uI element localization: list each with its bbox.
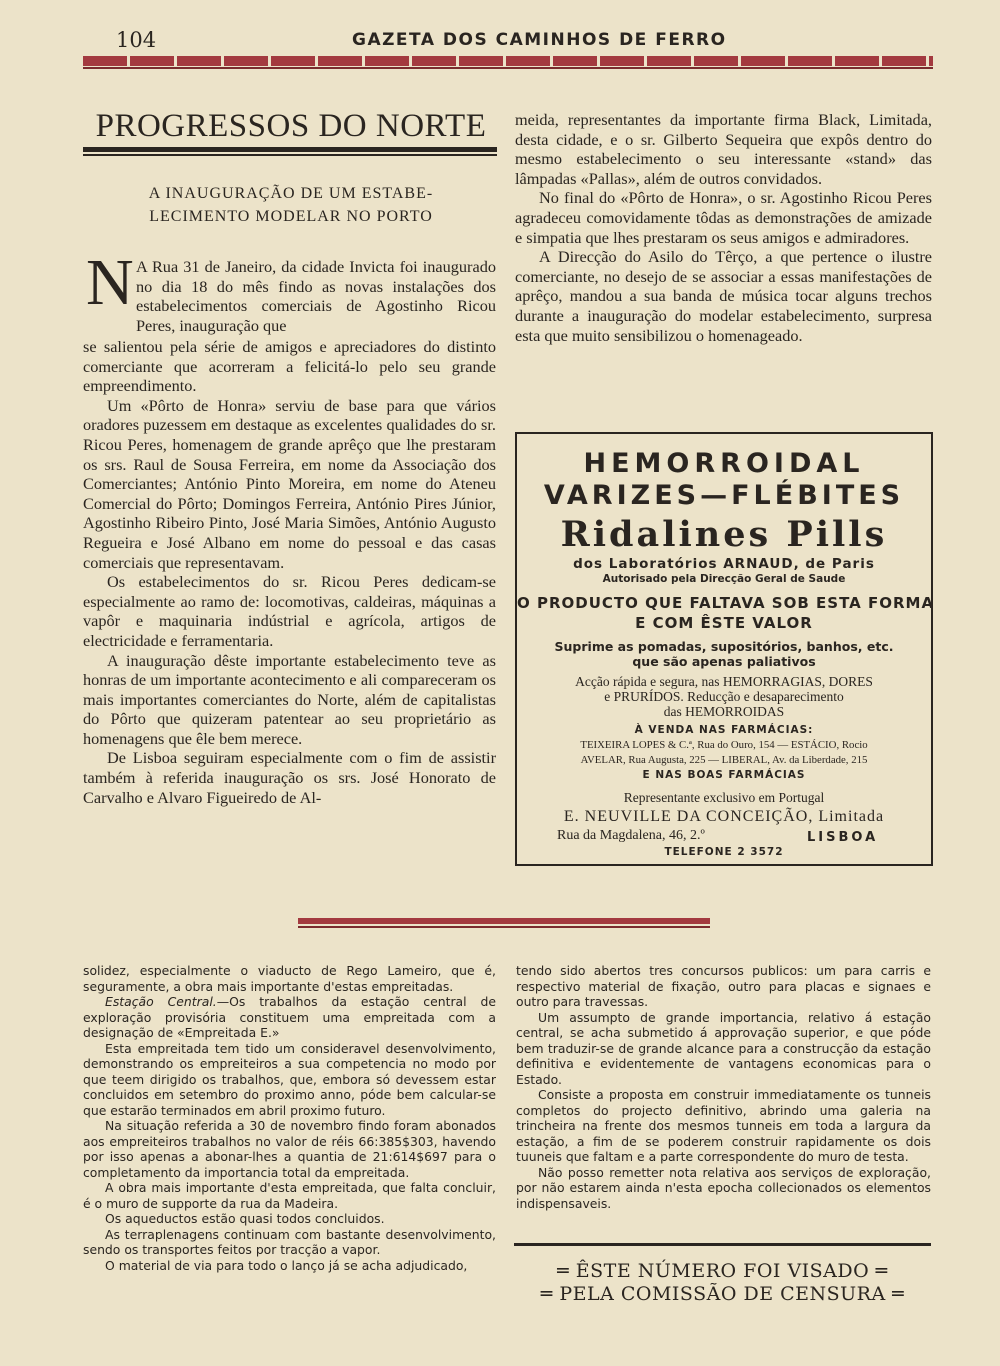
header-rule [83,56,933,66]
article-paragraph-1-start [136,257,496,335]
article-title: PROGRESSOS DO NORTE [95,108,487,144]
drop-cap: N [86,246,134,319]
ad-representative: Representante exclusivo em Portugal [623,790,825,805]
title-rule [83,147,497,152]
ad-phone: TELEFONE 2 3572 [664,846,784,858]
paragraph: Não posso remetter nota relativa aos serviços de exploração, por não estarem ainda n'esta epocha collecionados os elementos indispensaveis. [516,1164,931,1211]
article-right-column [515,110,932,345]
section-rule [298,918,710,924]
paragraph: Os estabelecimentos do sr. Ricou Peres dedicam-se especialmente ao ramo de: locomotivas, caldeiras, máquinas a vapôr e maquinaria indústrial e agrícola, artigos de electricidade e ferramentaria. [83,572,496,650]
report-right-column [516,963,931,1211]
notice-line-1: ═ ÊSTE NÚMERO FOI VISADO ═ [557,1260,888,1282]
report-left-column [83,963,496,1273]
section-rule-thin [298,926,710,928]
paragraph: A Direcção do Asilo do Têrço, a que pertence o ilustre comerciante, no desejo de se associar a essas manifestações de aprêço, mandou a sua banda de música tocar alguns trechos durante a inauguração do modelar estabelecimento, surpresa esta que muito sensibilizou o homenageado. [515,247,932,345]
paragraph: tendo sido abertos tres concursos publicos: um para carris e respectivo material de fixação, outro para placas e signaes e outro para travessas. [516,963,931,1009]
ad-city: LISBOA [807,830,879,845]
ad-suprime-2: que são apenas paliativos [632,654,816,669]
paragraph: De Lisboa seguiram especialmente com o fim de assistir também à referida inauguração os srs. José Honorato de Carvalho e Alvaro Figueiredo de Al- [83,748,496,807]
paragraph: solidez, especialmente o viaducto de Rego Lameiro, que é, seguramente, a obra mais importante d'estas empreitadas. [83,963,496,994]
subtitle-line-1: A INAUGURAÇÃO DE UM ESTABE- [148,185,434,202]
ad-sale-heading: À VENDA NAS FARMÁCIAS: [634,724,814,736]
paragraph: A obra mais importante d'esta empreitada, que falta concluir, é o muro de supporte da rua da Madeira. [83,1180,496,1211]
ad-action-3: das HEMORROIDAS [663,704,785,719]
paragraph: Estação Central.—Os trabalhos da estação central de exploração provisória constituem uma empreitada com a designação de «Empreitada E.» [83,994,496,1040]
ad-action-1: Acção rápida e segura, nas HEMORRAGIAS, DORES [575,674,873,689]
notice-rule [514,1243,931,1246]
ad-action-2: e PRURÍDOS. Reducção e desaparecimento [604,689,844,704]
paragraph: A inauguração dêste importante estabelecimento teve as honras de um importante acontecimento e ali compareceram os mais importantes comerciantes do Norte, além de capitalistas do Pôrto que quizeram patentear ao seu proprietário as homenagens que êle bem merece. [83,650,496,748]
ad-shops-1: TEIXEIRA LOPES & C.ª, Rua do Ouro, 154 — ESTÁCIO, Rocio [580,739,868,751]
ad-headline-1: HEMORROIDAL [583,448,865,479]
journal-title: GAZETA DOS CAMINHOS DE FERRO [352,30,727,50]
paragraph: O material de via para todo o lanço já se acha adjudicado, [105,1257,468,1273]
censorship-notice [514,1260,931,1306]
title-rule-thin [83,154,497,156]
dash-ornament: ═ [869,1260,888,1282]
page-number: 104 [116,28,157,52]
paragraph: Os aqueductos estão quasi todos concluidos. [105,1211,385,1226]
paragraph: Na situação referida a 30 de novembro findo foram abonados aos empreiteiros trabalhos no valor de réis 66:385$303, havendo por isso apenas a abonar-lhes a quantia de 21:614$697 para o completamento da importancia total da empreitada. [83,1118,496,1180]
ad-lab: dos Laboratórios ARNAUD, de Paris [573,556,875,572]
ad-company: E. NEUVILLE DA CONCEIÇÃO, Limitada [563,808,885,825]
advertisement-box [515,432,933,866]
paragraph: meida, representantes da importante firma Black, Limitada, desta cidade, e o sr. Gilberto Sequeira que expôs dentro do mesmo estabelecimento o seu interessante «stand» das lâmpadas «Pallas», além de outros convidados. [515,110,932,188]
dash-ornament: ═ [557,1260,576,1282]
paragraph: Um assumpto de grande importancia, relativo á estação central, se acha submetido á approvação superior, e que póde bem traduzir-se de grande alcance para a construcção da estação definitiva e evidentemente de vantagens economicas para o Estado. [516,1009,931,1087]
paragraph: se salientou pela série de amigos e apreciadores do distinto comerciante que acorreram a felicitá-lo pelo seu grande empreendimento. [83,337,496,396]
paragraph: Consiste a proposta em construir immediatamente os tunneis completos do projecto definitivo, abrindo uma galeria na trincheira na frente dos mesmos tunneis em toda a largura da estação, a fim de se poderem construir rapidamente os dois tuuneis que faltam e a parte correspondente do muro de testa. [516,1087,931,1164]
dash-ornament: ═ [885,1283,905,1305]
header-rule-thin [83,67,933,69]
ad-shops-3: E NAS BOAS FARMÁCIAS [642,769,806,781]
ad-brand: Ridalines Pills [560,514,888,555]
ad-suprime-1: Suprime as pomadas, supositórios, banhos, etc. [554,639,894,654]
dash-ornament: ═ [540,1283,560,1305]
paragraph: No final do «Pôrto de Honra», o sr. Agostinho Ricou Peres agradeceu comovidamente tôdas as demonstrações de amizade e simpatia que lhes prestaram os seus amigos e admiradores. [515,188,932,247]
section-label: Estação Central. [105,994,217,1009]
article-left-column [83,337,496,807]
notice-line-2: ═ PELA COMISSÃO DE CENSURA ═ [540,1283,905,1305]
ad-address: Rua da Magdalena, 46, 2.º [557,828,705,843]
paragraph: As terraplenagens continuam com bastante desenvolvimento, sendo os transportes feitos por tracção a vapor. [83,1226,496,1257]
ad-shops-2: AVELAR, Rua Augusta, 225 — LIBERAL, Av. da Liberdade, 215 [580,754,868,766]
ad-headline-2: VARIZES—FLÉBITES [543,480,905,511]
article-subtitle [110,182,472,228]
paragraph: Um «Pôrto de Honra» serviu de base para que vários oradores puzessem em destaque as excelentes qualidades do sr. Ricou Peres, homenagem de grande aprêço que lhe prestaram os srs. Raul de Sousa Ferreira, em nome da Associação dos Comerciantes; António Pinto Moreira, em nome do Ateneu Comercial do Pôrto; Domingos Ferreira, António Pires Júnior, Agostinho Ribeiro Pinto, José Maria Simões, António Augusto Regueira e José Albano em nome do pessoal e das casas comerciais que representavam. [83,395,496,572]
ad-authorised: Autorisado pela Direcção Geral de Saude [602,573,846,585]
paragraph: A Rua 31 de Janeiro, da cidade Invicta foi inaugurado no dia 18 do mês findo as novas instalações dos estabelecimentos comerciais de Agostinho Ricou Peres, inauguração que [136,257,496,335]
paragraph: Esta empreitada tem tido um consideravel desenvolvimento, demonstrando os empreiteiros a sua competencia no modo por que teem dirigido os trabalhos, que, embora só devessem estar concluidos em setembro do proximo anno, póde bem calcular-se que estarão terminados em abril proximo futuro. [83,1040,496,1118]
ad-claim-2: E COM ÊSTE VALOR [635,614,813,632]
subtitle-line-2: LECIMENTO MODELAR NO PORTO [149,208,433,225]
ad-claim-1: O PRODUCTO QUE FALTAVA SOB ESTA FORMA [517,594,935,612]
